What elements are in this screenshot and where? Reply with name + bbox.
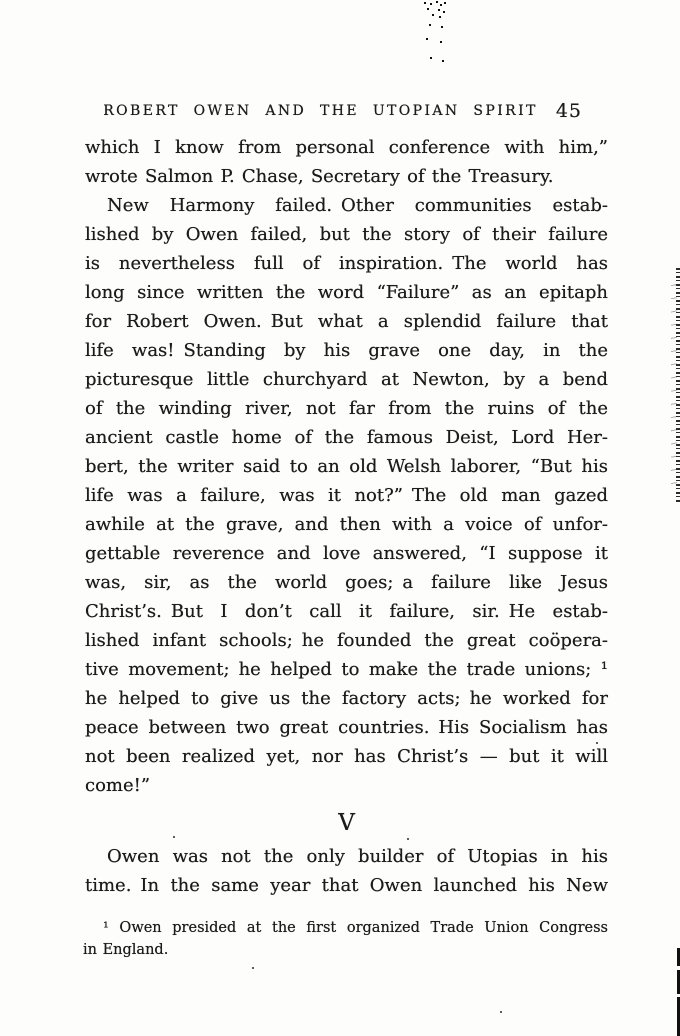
body-text-continued	[85, 842, 608, 900]
text-line: Christ’s. But I don’t call it failure, sir. He estab-	[85, 601, 608, 622]
text-line: wrote Salmon P. Chase, Secretary of the Treasury.	[85, 166, 554, 187]
footnote	[83, 917, 608, 961]
text-line: lished by Owen failed, but the story of their failure	[85, 224, 608, 245]
text-line: which I know from personal conference with him,”	[85, 137, 608, 158]
text-line: for Robert Owen. But what a splendid failure that	[85, 311, 608, 332]
text-line: gettable reverence and love answered, “I suppose it	[85, 543, 608, 564]
scan-speck	[173, 836, 175, 838]
text-line: life was a failure, was it not?” The old man gazed	[85, 485, 608, 506]
text-line: come!”	[85, 775, 151, 796]
scan-speck	[500, 1011, 502, 1013]
scan-speck	[252, 967, 254, 969]
text-line: Owen was not the only builder of Utopias in his	[107, 846, 608, 867]
scan-edge-artifact	[671, 280, 677, 490]
text-line: of the winding river, not far from the ruins of the	[85, 398, 608, 419]
scan-noise-speckles	[424, 2, 426, 4]
text-line: time. In the same year that Owen launched his New	[85, 875, 608, 896]
text-line: tive movement; he helped to make the trade unions; ¹	[85, 659, 608, 680]
text-line: life was! Standing by his grave one day, in the	[85, 340, 608, 361]
running-title: ROBERT OWEN AND THE UTOPIAN SPIRIT	[103, 103, 538, 119]
page-number: 45	[555, 100, 582, 122]
text-line: long since written the word “Failure” as an epitaph	[85, 282, 608, 303]
text-line: not been realized yet, nor has Christ’s — but it will	[85, 746, 608, 767]
text-line: he helped to give us the factory acts; he worked for	[85, 688, 608, 709]
text-line: bert, the writer said to an old Welsh laborer, “But his	[85, 456, 608, 477]
body-text	[85, 133, 608, 800]
footnote-line: in England.	[83, 942, 169, 958]
text-line: picturesque little churchyard at Newton, by a bend	[85, 369, 608, 390]
text-line: peace between two great countries. His Socialism has	[85, 717, 608, 738]
text-line: was, sir, as the world goes; a failure like Jesus	[85, 572, 608, 593]
text-line: ancient castle home of the famous Deist, Lord Her-	[85, 427, 608, 448]
text-line: New Harmony failed. Other communities estab-	[107, 195, 608, 216]
text-line: awhile at the grave, and then with a voice of unfor-	[85, 514, 608, 535]
footnote-line: ¹ Owen presided at the first organized Trade Union Congress	[103, 920, 608, 936]
scan-speck	[407, 838, 409, 840]
section-heading: V	[338, 810, 355, 836]
page-header	[85, 100, 608, 124]
text-line: is nevertheless full of inspiration. The world has	[85, 253, 608, 274]
text-line: lished infant schools; he founded the great coöpera-	[85, 630, 608, 651]
scan-speck	[596, 742, 598, 744]
